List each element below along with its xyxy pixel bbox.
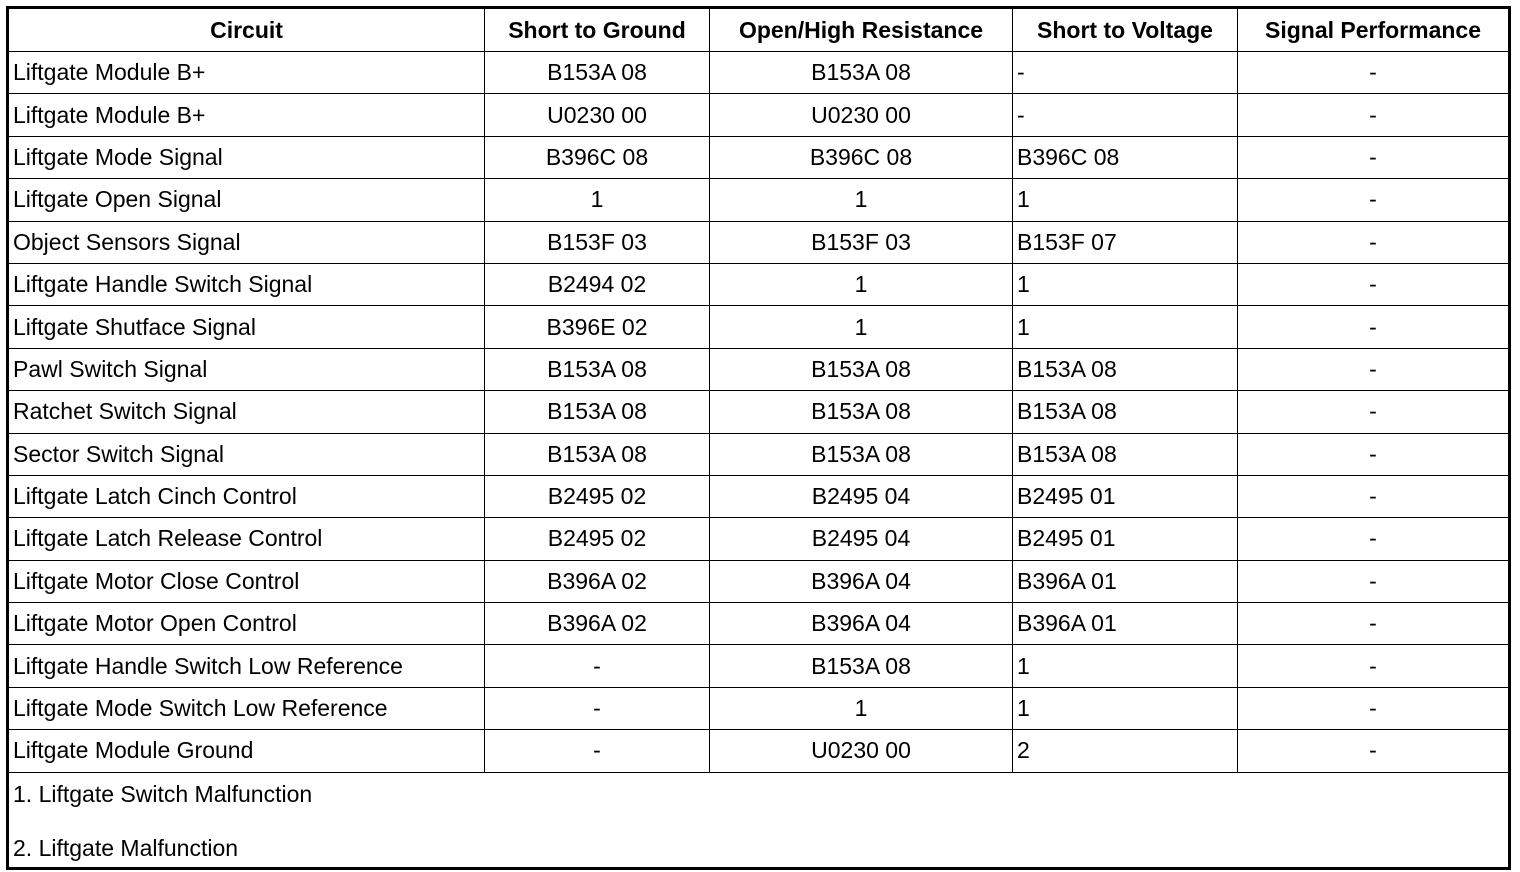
cell-circuit: Liftgate Module B+ bbox=[8, 94, 485, 136]
cell-signal-performance: - bbox=[1238, 730, 1510, 772]
cell-circuit: Liftgate Mode Switch Low Reference bbox=[8, 687, 485, 729]
cell-short-to-voltage: 1 bbox=[1013, 687, 1238, 729]
cell-signal-performance: - bbox=[1238, 179, 1510, 221]
table-body bbox=[8, 52, 1510, 773]
cell-signal-performance: - bbox=[1238, 475, 1510, 517]
cell-circuit: Liftgate Motor Close Control bbox=[8, 560, 485, 602]
cell-short-to-voltage: - bbox=[1013, 52, 1238, 94]
cell-circuit: Liftgate Shutface Signal bbox=[8, 306, 485, 348]
footnote-1: 1. Liftgate Switch Malfunction bbox=[13, 780, 313, 807]
cell-circuit: Liftgate Handle Switch Signal bbox=[8, 263, 485, 305]
table-row bbox=[8, 94, 1510, 136]
table-row bbox=[8, 306, 1510, 348]
cell-circuit: Liftgate Module Ground bbox=[8, 730, 485, 772]
cell-short-to-ground: B2495 02 bbox=[485, 518, 710, 560]
cell-short-to-ground: B396C 08 bbox=[485, 136, 710, 178]
column-header-short-to-voltage: Short to Voltage bbox=[1013, 8, 1238, 52]
cell-short-to-voltage: B153F 07 bbox=[1013, 221, 1238, 263]
table-row bbox=[8, 475, 1510, 517]
cell-open-high-resistance: 1 bbox=[710, 263, 1013, 305]
cell-short-to-ground: B153A 08 bbox=[485, 391, 710, 433]
notes-row bbox=[8, 772, 1510, 868]
cell-short-to-ground: B2494 02 bbox=[485, 263, 710, 305]
cell-short-to-voltage: - bbox=[1013, 94, 1238, 136]
column-header-short-to-ground: Short to Ground bbox=[485, 8, 710, 52]
cell-short-to-ground: - bbox=[485, 687, 710, 729]
cell-short-to-voltage: B2495 01 bbox=[1013, 475, 1238, 517]
cell-open-high-resistance: B153A 08 bbox=[710, 52, 1013, 94]
cell-open-high-resistance: U0230 00 bbox=[710, 94, 1013, 136]
cell-short-to-ground: B396E 02 bbox=[485, 306, 710, 348]
table-row bbox=[8, 221, 1510, 263]
cell-circuit: Liftgate Open Signal bbox=[8, 179, 485, 221]
cell-short-to-ground: - bbox=[485, 730, 710, 772]
table-row bbox=[8, 52, 1510, 94]
cell-short-to-ground: - bbox=[485, 645, 710, 687]
cell-short-to-voltage: 1 bbox=[1013, 179, 1238, 221]
cell-circuit: Sector Switch Signal bbox=[8, 433, 485, 475]
table-row bbox=[8, 136, 1510, 178]
cell-short-to-ground: U0230 00 bbox=[485, 94, 710, 136]
table-row bbox=[8, 179, 1510, 221]
cell-circuit: Liftgate Motor Open Control bbox=[8, 603, 485, 645]
cell-open-high-resistance: B396C 08 bbox=[710, 136, 1013, 178]
cell-open-high-resistance: B153A 08 bbox=[710, 433, 1013, 475]
cell-signal-performance: - bbox=[1238, 52, 1510, 94]
table-row bbox=[8, 687, 1510, 729]
table-row bbox=[8, 391, 1510, 433]
cell-circuit: Liftgate Handle Switch Low Reference bbox=[8, 645, 485, 687]
cell-short-to-ground: B153A 08 bbox=[485, 52, 710, 94]
cell-signal-performance: - bbox=[1238, 391, 1510, 433]
table-row bbox=[8, 645, 1510, 687]
table-row bbox=[8, 518, 1510, 560]
table-row bbox=[8, 560, 1510, 602]
cell-open-high-resistance: B153A 08 bbox=[710, 645, 1013, 687]
cell-open-high-resistance: B153F 03 bbox=[710, 221, 1013, 263]
cell-signal-performance: - bbox=[1238, 645, 1510, 687]
cell-short-to-ground: B2495 02 bbox=[485, 475, 710, 517]
table-row bbox=[8, 348, 1510, 390]
cell-open-high-resistance: 1 bbox=[710, 306, 1013, 348]
table-header-row bbox=[8, 8, 1510, 52]
cell-signal-performance: - bbox=[1238, 221, 1510, 263]
cell-short-to-voltage: 1 bbox=[1013, 263, 1238, 305]
table-row bbox=[8, 263, 1510, 305]
cell-open-high-resistance: B2495 04 bbox=[710, 475, 1013, 517]
table-row bbox=[8, 730, 1510, 772]
cell-short-to-voltage: 2 bbox=[1013, 730, 1238, 772]
cell-signal-performance: - bbox=[1238, 263, 1510, 305]
cell-open-high-resistance: B2495 04 bbox=[710, 518, 1013, 560]
cell-signal-performance: - bbox=[1238, 306, 1510, 348]
dtc-circuit-table bbox=[6, 6, 1511, 870]
cell-short-to-ground: 1 bbox=[485, 179, 710, 221]
cell-signal-performance: - bbox=[1238, 603, 1510, 645]
cell-signal-performance: - bbox=[1238, 560, 1510, 602]
cell-signal-performance: - bbox=[1238, 136, 1510, 178]
cell-open-high-resistance: B396A 04 bbox=[710, 603, 1013, 645]
cell-short-to-ground: B153A 08 bbox=[485, 433, 710, 475]
cell-short-to-voltage: B153A 08 bbox=[1013, 391, 1238, 433]
column-header-open-high-resistance: Open/High Resistance bbox=[710, 8, 1013, 52]
cell-short-to-ground: B396A 02 bbox=[485, 560, 710, 602]
cell-short-to-voltage: B153A 08 bbox=[1013, 348, 1238, 390]
cell-circuit: Ratchet Switch Signal bbox=[8, 391, 485, 433]
cell-circuit: Liftgate Module B+ bbox=[8, 52, 485, 94]
cell-open-high-resistance: B153A 08 bbox=[710, 348, 1013, 390]
footnote-2: 2. Liftgate Malfunction bbox=[13, 834, 239, 861]
table-row bbox=[8, 603, 1510, 645]
cell-signal-performance: - bbox=[1238, 433, 1510, 475]
cell-circuit: Liftgate Latch Cinch Control bbox=[8, 475, 485, 517]
cell-signal-performance: - bbox=[1238, 94, 1510, 136]
column-header-circuit: Circuit bbox=[8, 8, 485, 52]
cell-open-high-resistance: B396A 04 bbox=[710, 560, 1013, 602]
cell-circuit: Object Sensors Signal bbox=[8, 221, 485, 263]
cell-signal-performance: - bbox=[1238, 518, 1510, 560]
cell-short-to-voltage: B396C 08 bbox=[1013, 136, 1238, 178]
cell-short-to-voltage: B2495 01 bbox=[1013, 518, 1238, 560]
notes-cell bbox=[8, 772, 1510, 868]
cell-short-to-ground: B153F 03 bbox=[485, 221, 710, 263]
cell-open-high-resistance: B153A 08 bbox=[710, 391, 1013, 433]
cell-circuit: Pawl Switch Signal bbox=[8, 348, 485, 390]
cell-short-to-voltage: 1 bbox=[1013, 645, 1238, 687]
cell-short-to-ground: B396A 02 bbox=[485, 603, 710, 645]
cell-open-high-resistance: U0230 00 bbox=[710, 730, 1013, 772]
cell-short-to-voltage: B396A 01 bbox=[1013, 603, 1238, 645]
column-header-signal-performance: Signal Performance bbox=[1238, 8, 1510, 52]
cell-short-to-ground: B153A 08 bbox=[485, 348, 710, 390]
cell-signal-performance: - bbox=[1238, 687, 1510, 729]
cell-circuit: Liftgate Latch Release Control bbox=[8, 518, 485, 560]
cell-short-to-voltage: 1 bbox=[1013, 306, 1238, 348]
cell-open-high-resistance: 1 bbox=[710, 687, 1013, 729]
cell-signal-performance: - bbox=[1238, 348, 1510, 390]
cell-short-to-voltage: B396A 01 bbox=[1013, 560, 1238, 602]
cell-circuit: Liftgate Mode Signal bbox=[8, 136, 485, 178]
cell-open-high-resistance: 1 bbox=[710, 179, 1013, 221]
table-row bbox=[8, 433, 1510, 475]
cell-short-to-voltage: B153A 08 bbox=[1013, 433, 1238, 475]
